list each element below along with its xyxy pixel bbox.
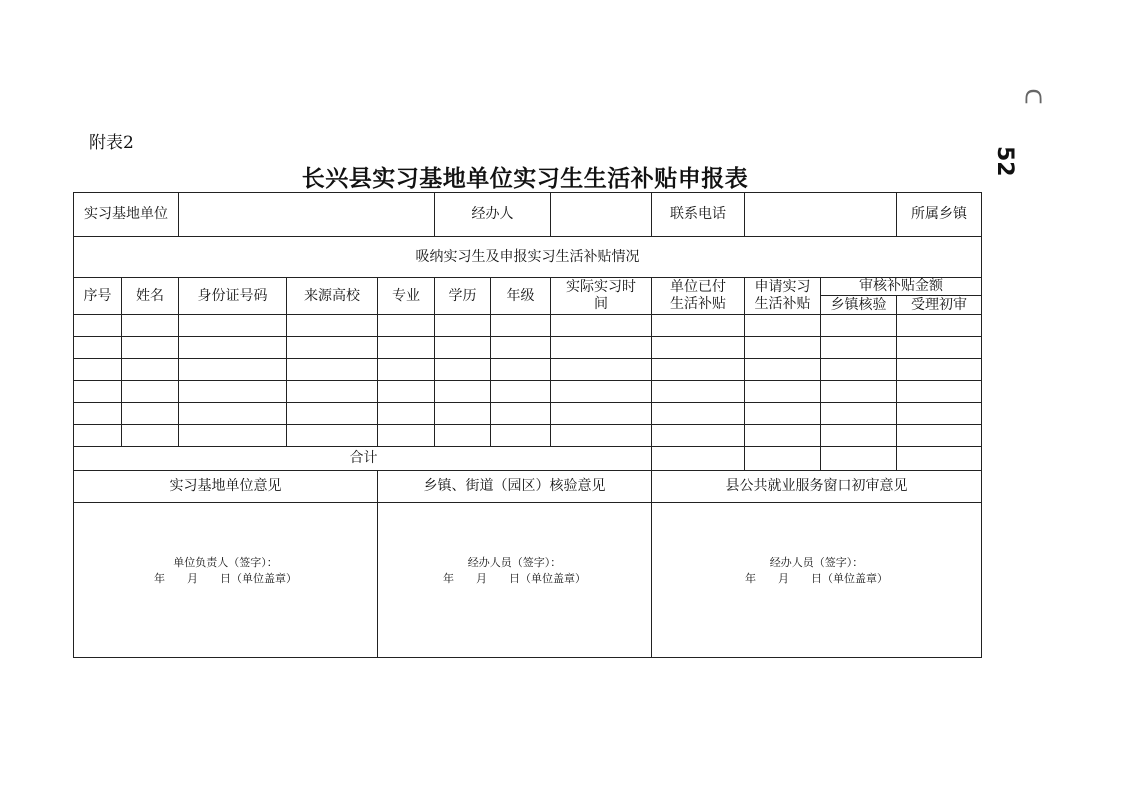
attachment-label: 附表2 [89,133,134,153]
section-row [74,237,982,278]
col-name: 姓名 [122,278,179,315]
table-row [74,381,982,403]
township-label: 所属乡镇 [897,193,982,237]
handler-field[interactable] [551,193,652,237]
col-seq: 序号 [74,278,122,315]
table-row [74,337,982,359]
town-opinion-box[interactable] [378,503,652,658]
base-unit-field[interactable] [179,193,435,237]
unit-opinion-box[interactable] [74,503,378,658]
base-unit-label: 实习基地单位 [74,193,179,237]
county-opinion-box[interactable] [652,503,982,658]
col-review-group: 审核补贴金额 [821,278,982,296]
column-header-row-1 [74,278,982,296]
page-number: 52 [992,146,1017,177]
col-actual-time: 实际实习时间 [551,278,652,315]
county-date-line: 年 月 日（单位盖章） [745,572,889,585]
county-opinion-title: 县公共就业服务窗口初审意见 [652,471,982,503]
corner-mark: ᑕ [1019,88,1045,105]
section-title: 吸纳实习生及申报实习生活补贴情况 [74,237,982,278]
col-education: 学历 [435,278,491,315]
form-title: 长兴县实习基地单位实习生生活补贴申报表 [301,166,749,192]
col-initial-review: 受理初审 [897,296,982,315]
town-signer-label: 经办人员（签字）： [467,556,562,569]
col-id-number: 身份证号码 [179,278,287,315]
town-date-line: 年 月 日（单位盖章） [443,572,586,585]
col-major: 专业 [378,278,435,315]
phone-field[interactable] [745,193,897,237]
col-applied-subsidy: 申请实习生活补贴 [745,278,821,315]
table-row [74,359,982,381]
unit-signer-label: 单位负责人（签字）： [173,556,278,569]
header-row [74,193,982,237]
table-row [74,315,982,337]
signature-row [74,503,982,658]
county-signer-label: 经办人员（签字）： [769,556,864,569]
total-label: 合计 [74,447,378,471]
handler-label: 经办人 [435,193,551,237]
application-form-table [73,192,982,658]
unit-date-line: 年 月 日（单位盖章） [154,572,297,585]
total-row [74,447,982,471]
col-school: 来源高校 [287,278,378,315]
col-paid-subsidy: 单位已付生活补贴 [652,278,745,315]
town-opinion-title: 乡镇、街道（园区）核验意见 [378,471,652,503]
unit-opinion-title: 实习基地单位意见 [74,471,378,503]
phone-label: 联系电话 [652,193,745,237]
table-row [74,403,982,425]
opinion-header-row [74,471,982,503]
col-town-verify: 乡镇核验 [821,296,897,315]
col-grade: 年级 [491,278,551,315]
table-row [74,425,982,447]
